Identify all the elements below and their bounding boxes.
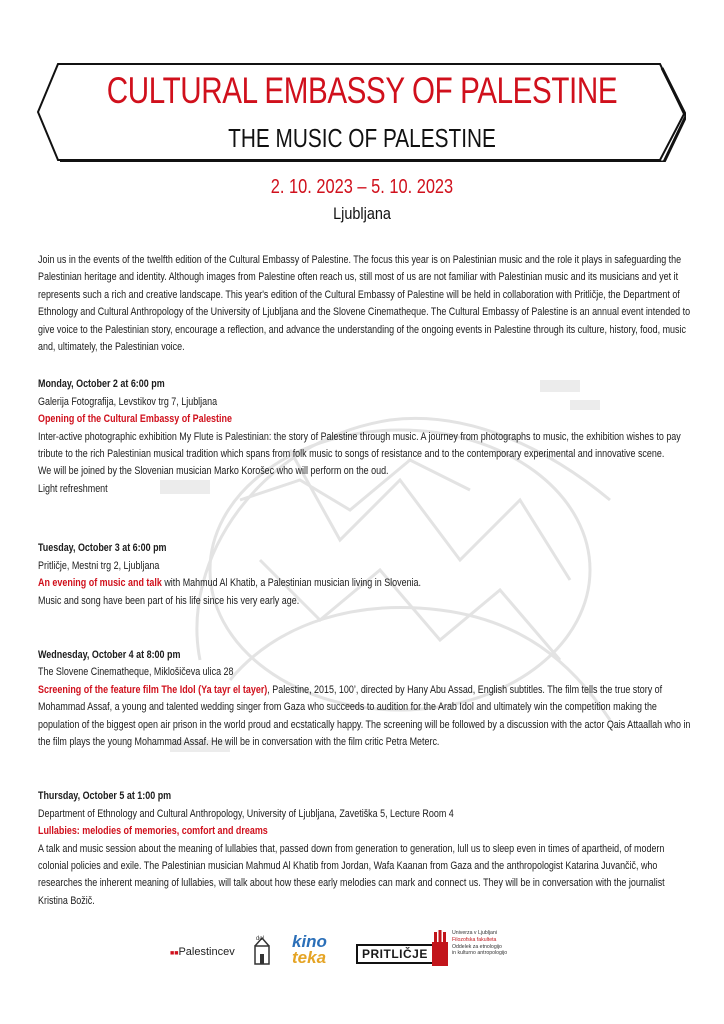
event-thursday [38,788,694,910]
logo-kinoteka: kino teka [292,932,327,967]
event-title-line [38,682,694,752]
event-venue: Department of Ethnology and Cultural Anthropology, University of Ljubljana, Zavetiška 5, Lecture Room 4 [38,807,454,820]
event-venue: The Slovene Cinematheque, Miklošičeva ulica 28 [38,666,234,679]
event-city: Ljubljana [333,204,391,223]
event-description: Music and song have been part of his life since his very early age. [38,594,300,607]
event-venue: Galerija Fotografija, Levstikov trg 7, Ljubljana [38,395,218,408]
event-monday [38,376,694,498]
logo-dol: dol [252,936,272,966]
event-title: An evening of music and talk [38,577,162,590]
event-day: Monday, October 2 at 6:00 pm [38,378,165,391]
event-description: Inter-active photographic exhibition My Flute is Palestinian: the story of Palestine through music. A journey from photographs to music, the exhibition wishes to pay tribute to the rich Palestinian musical tradition which spans from folk music to songs of resistance and to the contemporary experimental and innovative scene. [38,430,681,461]
logo-university: Univerza v Ljubljani Filozofska fakulteta Oddelek za etnologijo in kulturno antropologijo [430,928,540,970]
event-day: Wednesday, October 4 at 8:00 pm [38,648,181,661]
event-title: Screening of the feature film The Idol (Ya tayr el tayer) [38,683,268,696]
logo-palestincev: ■■Palestincev [170,946,235,958]
event-day: Tuesday, October 3 at 6:00 pm [38,542,167,555]
logo-pritlicje: PRITLIČJE [356,944,434,964]
event-title: Lullabies: melodies of memories, comfort and dreams [38,825,268,838]
partner-logos [170,928,530,972]
event-description: We will be joined by the Slovenian musician Marko Korošec who will perform on the oud. [38,465,389,478]
intro-paragraph: Join us in the events of the twelfth edition of the Cultural Embassy of Palestine. The focus this year is on Palestinian music and the role it plays in safeguarding the Palestinian heritage and identity. Although images from Palestine often reach us, still most of us are not familiar with Palestinian music and its musicians and yet it represents such a rich and creative landscape. This year's edition of the Cultural Embassy of Palestine will be held in collaboration with Pritličje, the Department of Ethnology and Cultural Anthropology of the University of Ljubljana and the Slovene Cinematheque. The Cultural Embassy of Palestine is an annual event intended to give voice to the Palestinian story, encourage a reflection, and advance the understanding of the ongoing events in Palestine through its culture, history, food, music and, ultimately, the Palestinian voice. [38,254,691,354]
event-title: Opening of the Cultural Embassy of Palestine [38,413,232,426]
page-title: CULTURAL EMBASSY OF PALESTINE [106,70,618,111]
page-subtitle: THE MUSIC OF PALESTINE [228,123,496,153]
event-tuesday [38,540,694,610]
event-title-line [38,575,694,592]
event-title-rest: with Mahmud Al Khatib, a Palestinian musician living in Slovenia. [161,577,422,590]
event-dates: 2. 10. 2023 – 5. 10. 2023 [270,176,454,198]
event-description: Light refreshment [38,482,108,495]
event-venue: Pritličje, Mestni trg 2, Ljubljana [38,559,160,572]
main-content [38,252,694,910]
event-title-rest: , Palestine, 2015, 100’, directed by Hany Abu Assad, English subtitles. The film tells the true story of Mohammad Assaf, a young and talented wedding singer from Gaza who succeeds to audition for the Arab Idol and ultimately win the competition making the population of the biggest open air prison in the world proud and ecstatically happy. The screening will be followed by a discussion with the actor Qais Attaallah who in the film plays the young Mohammad Assaf. He will be in conversation with the film critic Petra Meterc. [38,683,691,748]
event-description: A talk and music session about the meaning of lullabies that, passed down from generation to generation, lull us to sleep even in times of apartheid, of modern colonial policies and exile. The Palestinian musician Mahmud Al Khatib from Jordan, Wafa Kaanan from Gaza and the anthropologist Katarina Juvančič, who researches the inherent meaning of lullabies, will talk about how these early melodies can mark and connect us. They will be in conversation with the journalist Kristina Božič. [38,842,665,907]
event-wednesday [38,647,694,751]
event-day: Thursday, October 5 at 1:00 pm [38,790,172,803]
